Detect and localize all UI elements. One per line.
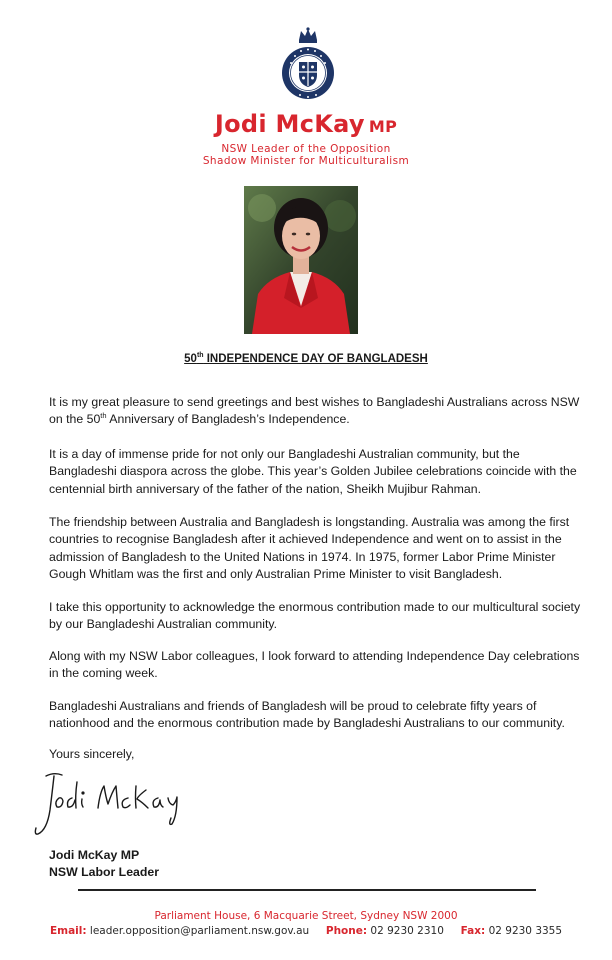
body-paragraph-3: The friendship between Australia and Bangladesh is longstanding. Australia was among the first countries to recognise Bangladesh after it achieved Independence and went on to assist in the admission of Bangladesh to the United Nations in 1974. In 1975, former Labor Prime Minister Gough Whitlam was the first and only Australian Prime Minister to visit Bangladesh. xyxy=(49,515,570,581)
parliament-crest-logo xyxy=(280,26,336,102)
signer-title: NSW Labor Leader xyxy=(49,865,160,879)
letterhead-name: Jodi McKay MP xyxy=(214,110,398,138)
letter-heading: 50th INDEPENDENCE DAY OF BANGLADESH xyxy=(184,352,428,365)
portrait-photo xyxy=(244,186,358,334)
email-label: Email: xyxy=(49,925,87,937)
footer-divider xyxy=(78,889,536,891)
footer-address: Parliament House, 6 Macquarie Street, Sydney NSW 2000 xyxy=(154,910,458,922)
letterhead-subtitle-role: NSW Leader of the Opposition xyxy=(221,143,391,155)
footer-contacts xyxy=(0,925,612,937)
fax-number: 02 9230 3355 xyxy=(488,925,563,937)
body-paragraph-5: Along with my NSW Labor colleagues, I look forward to attending Independence Day celebrations in the coming week. xyxy=(49,649,580,681)
phone-label: Phone: xyxy=(325,925,368,937)
body-paragraph-2: It is a day of immense pride for not only our Bangladeshi Australian community, but the Bangladeshi diaspora across the globe. This year’s Golden Jubilee celebrations coincide with the centennial birth anniversary of the father of the nation, Sheikh Mujibur Rahman. xyxy=(49,447,577,496)
body-paragraph-1: It is my great pleasure to send greetings and best wishes to Bangladeshi Australians across NSW on the 50th Anniversary of Bangladesh’s Independence. xyxy=(49,395,580,427)
fax-label: Fax: xyxy=(460,925,486,937)
signer-name: Jodi McKay MP xyxy=(49,848,140,862)
letterhead-subtitle-portfolio: Shadow Minister for Multiculturalism xyxy=(202,155,410,167)
letterhead-name-suffix: MP xyxy=(368,117,398,136)
handwritten-signature xyxy=(32,764,192,840)
body-paragraph-4: I take this opportunity to acknowledge the enormous contribution made to our multicultural society by our Bangladeshi Australian community. xyxy=(49,600,581,632)
closing-salutation: Yours sincerely, xyxy=(49,747,135,761)
email-address[interactable]: leader.opposition@parliament.nsw.gov.au xyxy=(89,925,310,937)
body-paragraph-6: Bangladeshi Australians and friends of Bangladesh will be proud to celebrate fifty years of nationhood and the enormous contribution made by Bangladeshi Australians to our community. xyxy=(49,699,565,731)
phone-number: 02 9230 2310 xyxy=(370,925,444,937)
